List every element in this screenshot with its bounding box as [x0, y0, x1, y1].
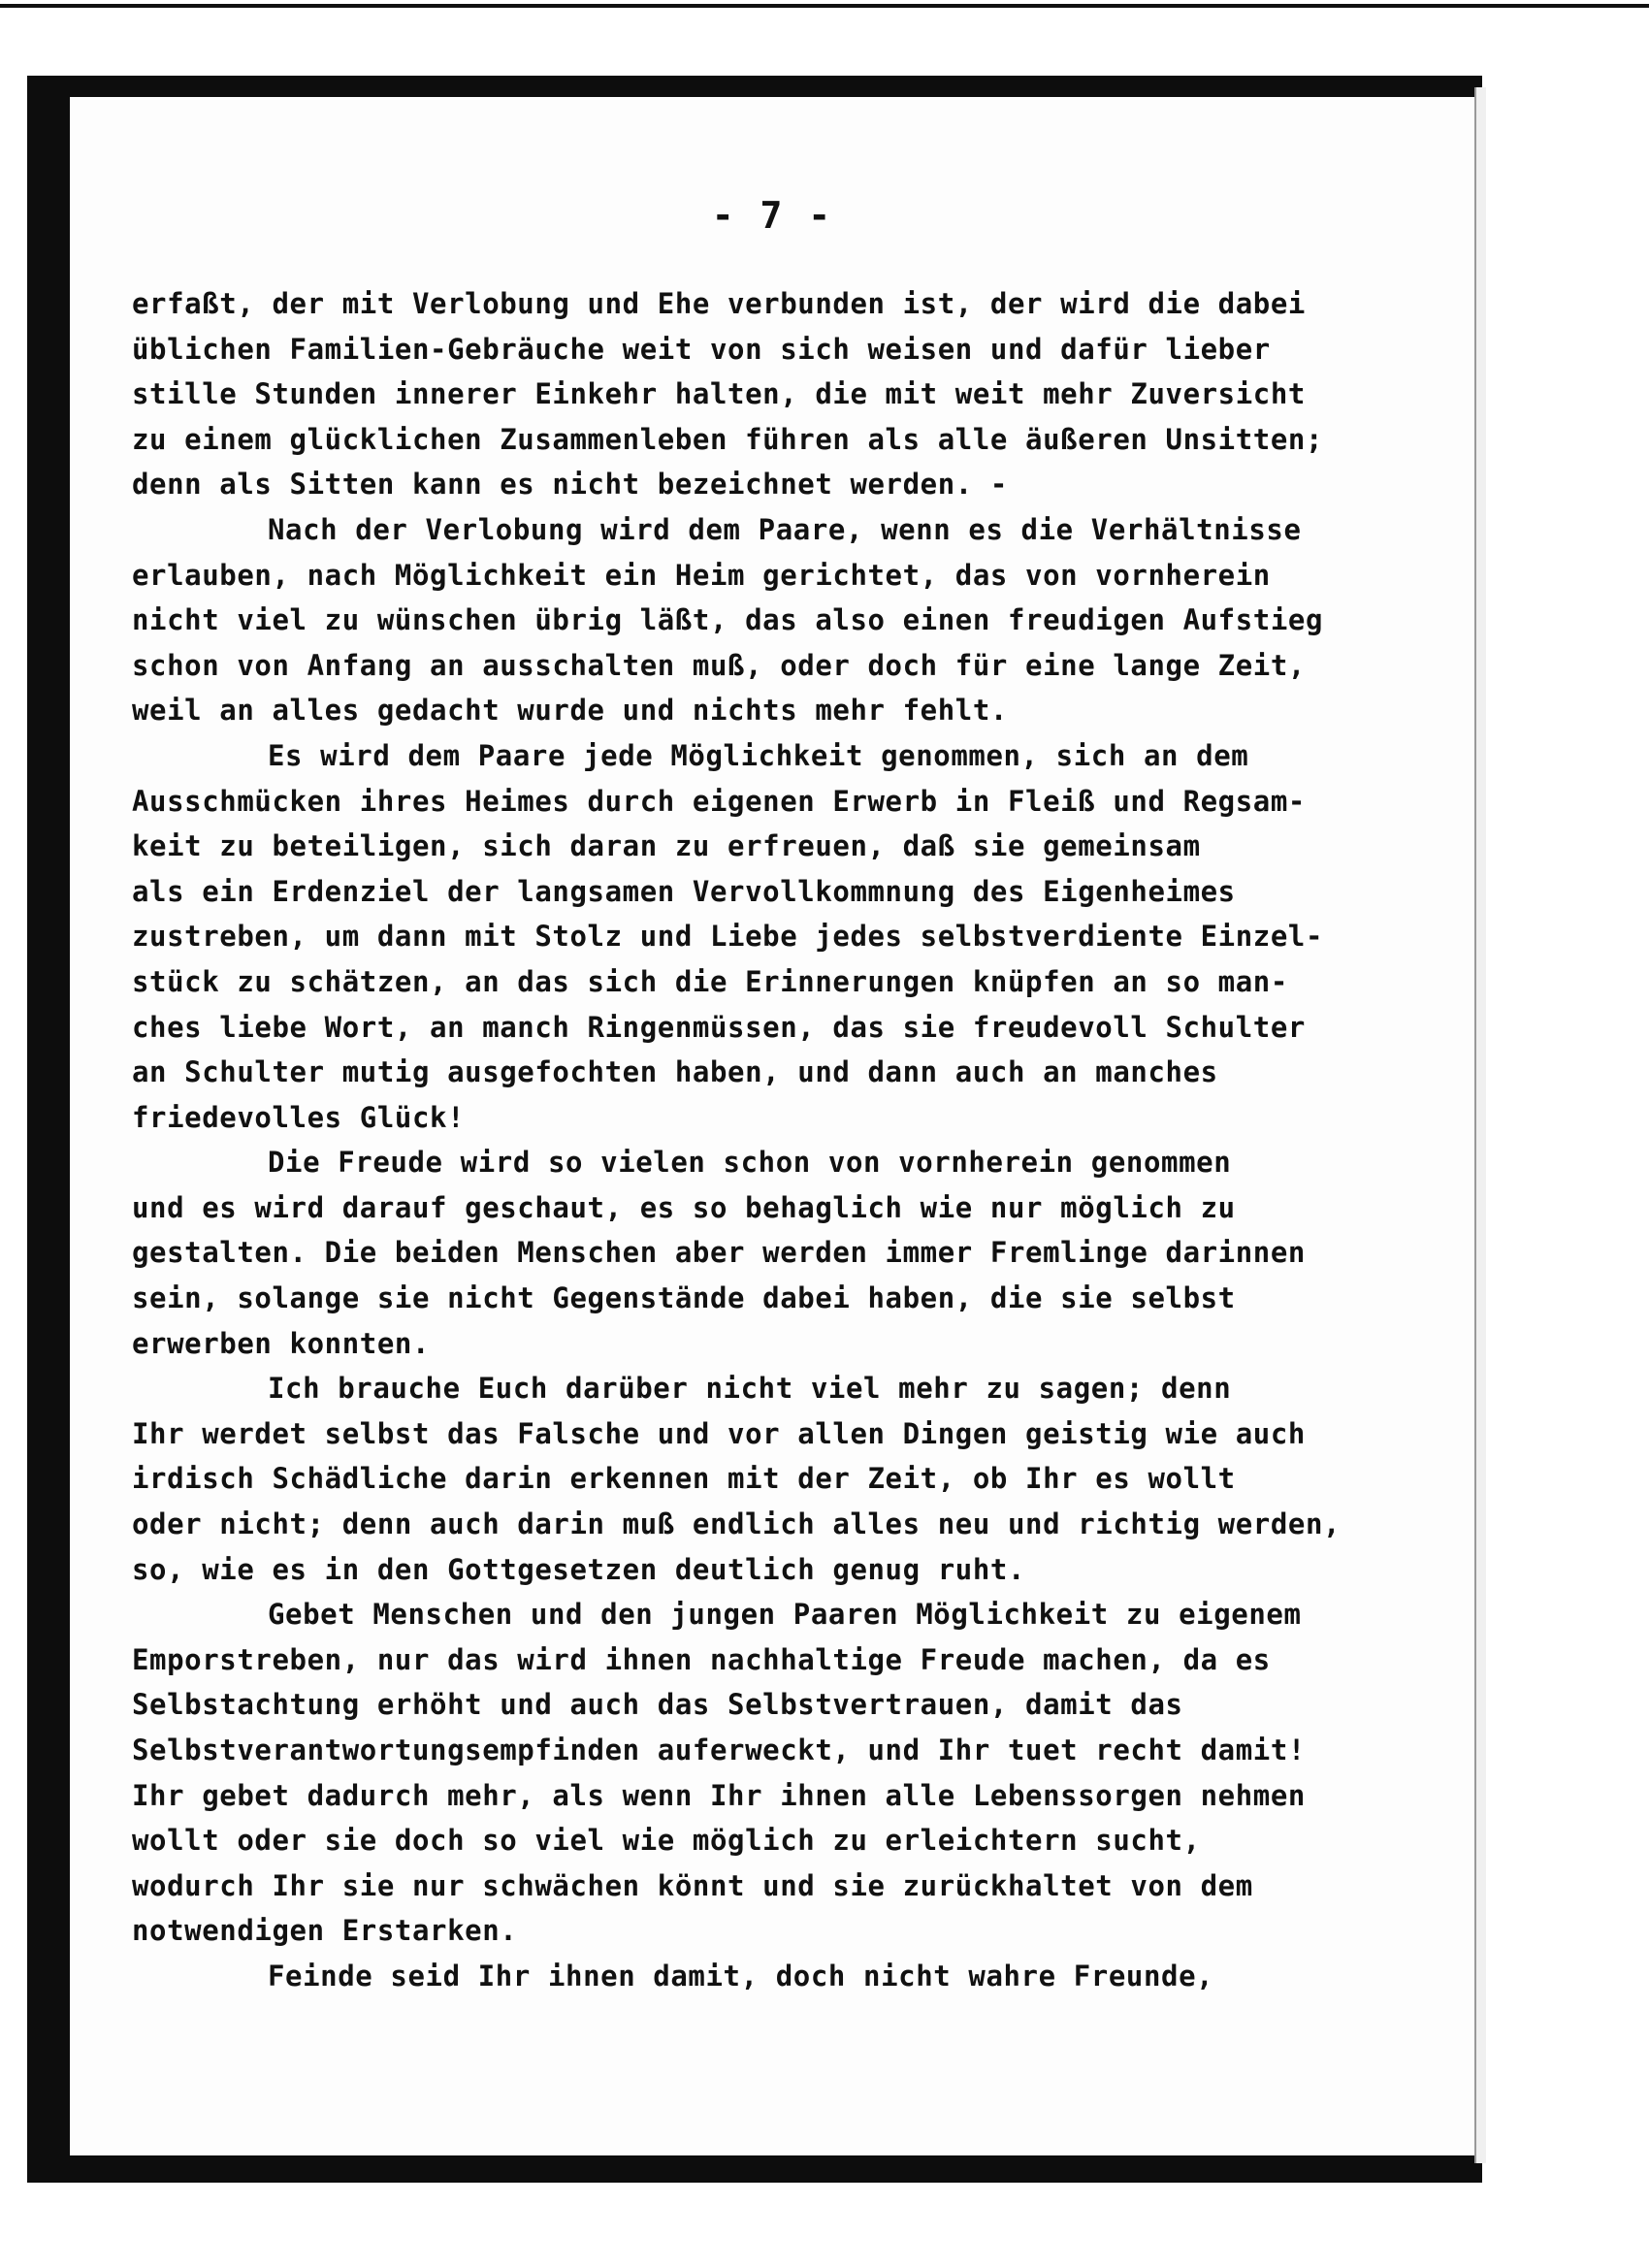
text-line: ches liebe Wort, an manch Ringenmüssen, das sie freudevoll Schulter — [132, 1010, 1306, 1044]
text-line: denn als Sitten kann es nicht bezeichnet werden. - — [132, 468, 1008, 502]
scan-frame-bottom — [27, 2155, 1482, 2183]
text-line: Ausschmücken ihres Heimes durch eigenen Erwerb in Fleiß und Regsam- — [132, 784, 1306, 818]
text-line: zu einem glücklichen Zusammenleben führen als alle äußeren Unsitten; — [132, 422, 1324, 456]
page-number: - 7 - — [711, 194, 833, 237]
text-line: als ein Erdenziel der langsamen Vervollkommnung des Eigenheimes — [132, 874, 1236, 908]
text-line: keit zu beteiligen, sich daran zu erfreuen, daß sie gemeinsam — [132, 829, 1201, 863]
scan-frame-top — [27, 76, 1482, 97]
text-line: Nach der Verlobung wird dem Paare, wenn es die Verhältnisse — [268, 512, 1302, 546]
text-line: Selbstverantwortungsempfinden auferweckt, und Ihr tuet recht damit! — [132, 1733, 1306, 1766]
text-line: Ihr werdet selbst das Falsche und vor allen Dingen geistig wie auch — [132, 1416, 1306, 1450]
text-line: Ihr gebet dadurch mehr, als wenn Ihr ihnen alle Lebenssorgen nehmen — [132, 1778, 1306, 1812]
text-line: Ich brauche Euch darüber nicht viel mehr zu sagen; denn — [268, 1372, 1232, 1406]
text-line: Gebet Menschen und den jungen Paaren Möglichkeit zu eigenem — [268, 1598, 1302, 1632]
text-line: nicht viel zu wünschen übrig läßt, das also einen freudigen Aufstieg — [132, 603, 1324, 637]
text-line: erlauben, nach Möglichkeit ein Heim gerichtet, das von vornherein — [132, 558, 1271, 592]
text-line: irdisch Schädliche darin erkennen mit der Zeit, ob Ihr es wollt — [132, 1462, 1236, 1496]
text-line: Es wird dem Paare jede Möglichkeit genommen, sich an dem — [268, 738, 1249, 772]
text-line: wollt oder sie doch so viel wie möglich zu erleichtern sucht, — [132, 1824, 1201, 1858]
text-line: an Schulter mutig ausgefochten haben, und dann auch an manches — [132, 1055, 1218, 1089]
text-line: stille Stunden innerer Einkehr halten, die mit weit mehr Zuversicht — [132, 377, 1306, 411]
text-line: Die Freude wird so vielen schon von vornherein genommen — [268, 1146, 1232, 1180]
text-line: und es wird darauf geschaut, es so behaglich wie nur möglich zu — [132, 1190, 1236, 1224]
text-line: zustreben, um dann mit Stolz und Liebe jedes selbstverdiente Einzel- — [132, 920, 1324, 954]
text-line: erfaßt, der mit Verlobung und Ehe verbunden ist, der wird die dabei — [132, 287, 1306, 320]
text-line: Emporstreben, nur das wird ihnen nachhaltige Freude machen, da es — [132, 1642, 1271, 1676]
text-line: üblichen Familien-Gebräuche weit von sich weisen und dafür lieber — [132, 332, 1271, 366]
text-line: so, wie es in den Gottgesetzen deutlich genug ruht. — [132, 1552, 1026, 1586]
text-line: gestalten. Die beiden Menschen aber werden immer Fremlinge darinnen — [132, 1236, 1306, 1270]
body-text — [132, 281, 1480, 1999]
text-line: Selbstachtung erhöht und auch das Selbstvertrauen, damit das — [132, 1688, 1183, 1722]
scan-frame-left — [27, 76, 70, 2183]
text-line: weil an alles gedacht wurde und nichts mehr fehlt. — [132, 694, 1008, 728]
text-line: Feinde seid Ihr ihnen damit, doch nicht wahre Freunde, — [268, 1959, 1214, 1993]
text-line: sein, solange sie nicht Gegenstände dabei haben, die sie selbst — [132, 1281, 1236, 1315]
text-line: stück zu schätzen, an das sich die Erinnerungen knüpfen an so man- — [132, 964, 1288, 998]
text-line: wodurch Ihr sie nur schwächen könnt und sie zurückhaltet von dem — [132, 1868, 1253, 1902]
text-line: notwendigen Erstarken. — [132, 1914, 518, 1948]
scan-top-rule — [0, 4, 1649, 8]
text-line: erwerben konnten. — [132, 1326, 431, 1360]
text-line: schon von Anfang an ausschalten muß, oder doch für eine lange Zeit, — [132, 648, 1306, 682]
document-page — [70, 97, 1474, 2155]
text-line: friedevolles Glück! — [132, 1100, 466, 1134]
text-line: oder nicht; denn auch darin muß endlich alles neu und richtig werden, — [132, 1507, 1342, 1541]
